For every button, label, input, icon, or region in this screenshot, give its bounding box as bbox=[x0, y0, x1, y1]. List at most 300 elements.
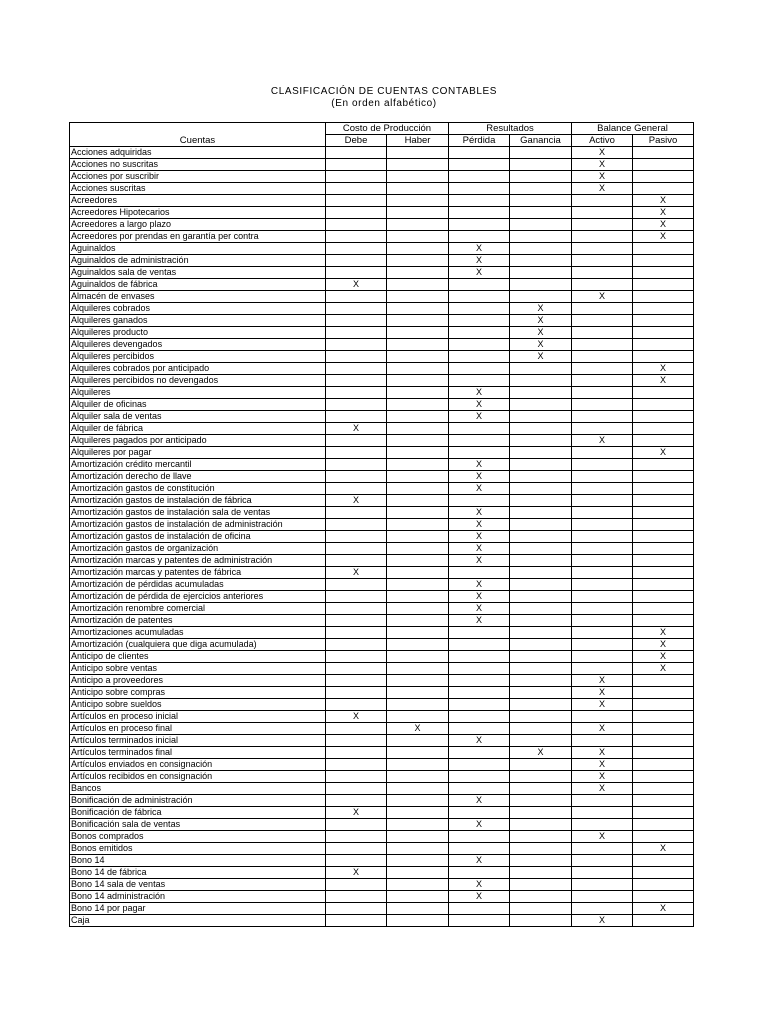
empty-cell bbox=[326, 507, 387, 519]
table-row bbox=[70, 615, 694, 627]
empty-cell bbox=[510, 699, 572, 711]
empty-cell bbox=[510, 807, 572, 819]
empty-cell bbox=[326, 663, 387, 675]
table-row bbox=[70, 795, 694, 807]
empty-cell bbox=[572, 207, 633, 219]
classification-mark: X bbox=[326, 495, 387, 507]
empty-cell bbox=[387, 339, 449, 351]
empty-cell bbox=[572, 807, 633, 819]
empty-cell bbox=[449, 339, 510, 351]
empty-cell bbox=[510, 159, 572, 171]
account-name: Bonificación de administración bbox=[70, 795, 326, 807]
empty-cell bbox=[510, 267, 572, 279]
empty-cell bbox=[510, 795, 572, 807]
empty-cell bbox=[326, 243, 387, 255]
account-name: Bonos emitidos bbox=[70, 843, 326, 855]
empty-cell bbox=[572, 219, 633, 231]
classification-mark: X bbox=[633, 627, 694, 639]
empty-cell bbox=[449, 867, 510, 879]
classification-mark: X bbox=[510, 315, 572, 327]
classification-mark: X bbox=[510, 327, 572, 339]
empty-cell bbox=[387, 303, 449, 315]
table-row bbox=[70, 315, 694, 327]
empty-cell bbox=[633, 807, 694, 819]
account-name: Amortización gastos de instalación de oficina bbox=[70, 531, 326, 543]
table-row bbox=[70, 411, 694, 423]
classification-mark: X bbox=[449, 483, 510, 495]
empty-cell bbox=[326, 771, 387, 783]
empty-cell bbox=[387, 411, 449, 423]
table-row bbox=[70, 735, 694, 747]
empty-cell bbox=[572, 591, 633, 603]
empty-cell bbox=[326, 855, 387, 867]
group-header-costo: Costo de Producción bbox=[326, 123, 449, 135]
empty-cell bbox=[326, 459, 387, 471]
classification-mark: X bbox=[633, 375, 694, 387]
account-name: Amortizaciones acumuladas bbox=[70, 627, 326, 639]
classification-mark: X bbox=[572, 171, 633, 183]
classification-mark: X bbox=[326, 711, 387, 723]
empty-cell bbox=[326, 399, 387, 411]
empty-cell bbox=[572, 399, 633, 411]
table-row bbox=[70, 579, 694, 591]
empty-cell bbox=[633, 783, 694, 795]
empty-cell bbox=[510, 483, 572, 495]
classification-mark: X bbox=[572, 291, 633, 303]
empty-cell bbox=[572, 243, 633, 255]
account-name: Acreedores por prendas en garantía per contra bbox=[70, 231, 326, 243]
empty-cell bbox=[510, 711, 572, 723]
table-row bbox=[70, 255, 694, 267]
empty-cell bbox=[633, 351, 694, 363]
empty-cell bbox=[510, 783, 572, 795]
empty-cell bbox=[387, 711, 449, 723]
empty-cell bbox=[326, 687, 387, 699]
empty-cell bbox=[572, 303, 633, 315]
table-row bbox=[70, 555, 694, 567]
empty-cell bbox=[572, 819, 633, 831]
empty-cell bbox=[510, 279, 572, 291]
empty-cell bbox=[387, 507, 449, 519]
empty-cell bbox=[326, 699, 387, 711]
empty-cell bbox=[387, 423, 449, 435]
table-row bbox=[70, 483, 694, 495]
account-name: Anticipo sobre compras bbox=[70, 687, 326, 699]
classification-mark: X bbox=[633, 651, 694, 663]
account-name: Amortización renombre comercial bbox=[70, 603, 326, 615]
empty-cell bbox=[387, 483, 449, 495]
account-name: Aguinaldos de fábrica bbox=[70, 279, 326, 291]
table-row bbox=[70, 519, 694, 531]
classification-mark: X bbox=[572, 159, 633, 171]
empty-cell bbox=[449, 171, 510, 183]
empty-cell bbox=[387, 591, 449, 603]
account-name: Amortización de pérdida de ejercicios anteriores bbox=[70, 591, 326, 603]
empty-cell bbox=[572, 567, 633, 579]
account-name: Amortización gastos de instalación de fábrica bbox=[70, 495, 326, 507]
empty-cell bbox=[510, 375, 572, 387]
table-row bbox=[70, 399, 694, 411]
table-row bbox=[70, 291, 694, 303]
empty-cell bbox=[449, 567, 510, 579]
empty-cell bbox=[510, 627, 572, 639]
empty-cell bbox=[387, 567, 449, 579]
empty-cell bbox=[326, 303, 387, 315]
empty-cell bbox=[387, 795, 449, 807]
table-row bbox=[70, 567, 694, 579]
empty-cell bbox=[449, 351, 510, 363]
empty-cell bbox=[326, 915, 387, 927]
classification-mark: X bbox=[449, 243, 510, 255]
empty-cell bbox=[633, 531, 694, 543]
empty-cell bbox=[387, 495, 449, 507]
classification-mark: X bbox=[449, 531, 510, 543]
empty-cell bbox=[572, 615, 633, 627]
empty-cell bbox=[387, 867, 449, 879]
account-name: Amortización marcas y patentes de administración bbox=[70, 555, 326, 567]
empty-cell bbox=[572, 903, 633, 915]
table-row bbox=[70, 603, 694, 615]
empty-cell bbox=[387, 579, 449, 591]
empty-cell bbox=[387, 651, 449, 663]
empty-cell bbox=[387, 639, 449, 651]
empty-cell bbox=[387, 615, 449, 627]
empty-cell bbox=[449, 363, 510, 375]
empty-cell bbox=[449, 699, 510, 711]
classification-mark: X bbox=[633, 207, 694, 219]
account-name: Alquiler sala de ventas bbox=[70, 411, 326, 423]
empty-cell bbox=[572, 363, 633, 375]
empty-cell bbox=[633, 591, 694, 603]
empty-cell bbox=[326, 195, 387, 207]
column-header-debe: Debe bbox=[326, 135, 387, 147]
empty-cell bbox=[572, 267, 633, 279]
account-name: Amortización crédito mercantil bbox=[70, 459, 326, 471]
empty-cell bbox=[326, 207, 387, 219]
table-row bbox=[70, 387, 694, 399]
table-row bbox=[70, 831, 694, 843]
empty-cell bbox=[510, 507, 572, 519]
empty-cell bbox=[633, 867, 694, 879]
classification-mark: X bbox=[449, 603, 510, 615]
table-row bbox=[70, 783, 694, 795]
empty-cell bbox=[572, 459, 633, 471]
table-row bbox=[70, 339, 694, 351]
account-name: Almacén de envases bbox=[70, 291, 326, 303]
table-row bbox=[70, 915, 694, 927]
classification-mark: X bbox=[326, 567, 387, 579]
column-header-haber: Haber bbox=[387, 135, 449, 147]
empty-cell bbox=[387, 387, 449, 399]
empty-cell bbox=[387, 819, 449, 831]
empty-cell bbox=[449, 195, 510, 207]
classification-mark: X bbox=[572, 759, 633, 771]
empty-cell bbox=[326, 639, 387, 651]
empty-cell bbox=[572, 339, 633, 351]
empty-cell bbox=[572, 543, 633, 555]
empty-cell bbox=[633, 915, 694, 927]
classification-mark: X bbox=[387, 723, 449, 735]
table-row bbox=[70, 243, 694, 255]
empty-cell bbox=[572, 663, 633, 675]
empty-cell bbox=[326, 531, 387, 543]
empty-cell bbox=[326, 819, 387, 831]
account-name: Alquiler de fábrica bbox=[70, 423, 326, 435]
empty-cell bbox=[633, 243, 694, 255]
empty-cell bbox=[387, 915, 449, 927]
column-header-ganancia: Ganancia bbox=[510, 135, 572, 147]
empty-cell bbox=[449, 159, 510, 171]
empty-cell bbox=[510, 411, 572, 423]
account-name: Alquileres producto bbox=[70, 327, 326, 339]
classification-mark: X bbox=[326, 279, 387, 291]
empty-cell bbox=[633, 519, 694, 531]
empty-cell bbox=[326, 183, 387, 195]
classification-mark: X bbox=[449, 579, 510, 591]
empty-cell bbox=[387, 555, 449, 567]
empty-cell bbox=[572, 735, 633, 747]
empty-cell bbox=[572, 711, 633, 723]
account-name: Alquiler de oficinas bbox=[70, 399, 326, 411]
table-row bbox=[70, 447, 694, 459]
table-row bbox=[70, 207, 694, 219]
empty-cell bbox=[326, 255, 387, 267]
empty-cell bbox=[510, 531, 572, 543]
empty-cell bbox=[326, 555, 387, 567]
empty-cell bbox=[510, 207, 572, 219]
empty-cell bbox=[633, 159, 694, 171]
empty-cell bbox=[449, 627, 510, 639]
empty-cell bbox=[387, 675, 449, 687]
empty-cell bbox=[449, 639, 510, 651]
empty-cell bbox=[633, 771, 694, 783]
empty-cell bbox=[510, 639, 572, 651]
empty-cell bbox=[572, 879, 633, 891]
empty-cell bbox=[633, 879, 694, 891]
empty-cell bbox=[510, 447, 572, 459]
classification-mark: X bbox=[633, 843, 694, 855]
empty-cell bbox=[449, 303, 510, 315]
empty-cell bbox=[510, 819, 572, 831]
empty-cell bbox=[449, 915, 510, 927]
empty-cell bbox=[633, 819, 694, 831]
classification-mark: X bbox=[572, 675, 633, 687]
column-header-activo: Activo bbox=[572, 135, 633, 147]
account-name: Alquileres percibidos no devengados bbox=[70, 375, 326, 387]
classification-mark: X bbox=[449, 387, 510, 399]
classification-mark: X bbox=[449, 855, 510, 867]
table-row bbox=[70, 867, 694, 879]
empty-cell bbox=[326, 759, 387, 771]
empty-cell bbox=[449, 831, 510, 843]
empty-cell bbox=[387, 699, 449, 711]
account-name: Alquileres ganados bbox=[70, 315, 326, 327]
table-row bbox=[70, 183, 694, 195]
empty-cell bbox=[572, 387, 633, 399]
account-name: Acciones por suscribir bbox=[70, 171, 326, 183]
table-row bbox=[70, 495, 694, 507]
empty-cell bbox=[510, 723, 572, 735]
empty-cell bbox=[572, 555, 633, 567]
empty-cell bbox=[510, 903, 572, 915]
empty-cell bbox=[449, 219, 510, 231]
table-row bbox=[70, 591, 694, 603]
empty-cell bbox=[510, 555, 572, 567]
classification-mark: X bbox=[449, 267, 510, 279]
empty-cell bbox=[510, 543, 572, 555]
empty-cell bbox=[326, 831, 387, 843]
empty-cell bbox=[572, 483, 633, 495]
empty-cell bbox=[572, 231, 633, 243]
empty-cell bbox=[326, 375, 387, 387]
empty-cell bbox=[633, 735, 694, 747]
empty-cell bbox=[387, 435, 449, 447]
empty-cell bbox=[633, 759, 694, 771]
table-row bbox=[70, 375, 694, 387]
empty-cell bbox=[449, 291, 510, 303]
empty-cell bbox=[387, 831, 449, 843]
empty-cell bbox=[633, 399, 694, 411]
empty-cell bbox=[510, 771, 572, 783]
table-row bbox=[70, 231, 694, 243]
empty-cell bbox=[633, 255, 694, 267]
account-name: Bonificación de fábrica bbox=[70, 807, 326, 819]
empty-cell bbox=[387, 147, 449, 159]
table-row bbox=[70, 219, 694, 231]
table-row bbox=[70, 159, 694, 171]
classification-mark: X bbox=[572, 747, 633, 759]
table-row bbox=[70, 687, 694, 699]
empty-cell bbox=[633, 387, 694, 399]
empty-cell bbox=[387, 663, 449, 675]
account-name: Alquileres cobrados bbox=[70, 303, 326, 315]
empty-cell bbox=[449, 903, 510, 915]
empty-cell bbox=[326, 219, 387, 231]
empty-cell bbox=[510, 387, 572, 399]
account-name: Bono 14 bbox=[70, 855, 326, 867]
empty-cell bbox=[633, 183, 694, 195]
empty-cell bbox=[449, 711, 510, 723]
table-row bbox=[70, 267, 694, 279]
empty-cell bbox=[449, 783, 510, 795]
empty-cell bbox=[572, 603, 633, 615]
classification-mark: X bbox=[449, 543, 510, 555]
empty-cell bbox=[510, 603, 572, 615]
empty-cell bbox=[510, 495, 572, 507]
document-title: CLASIFICACIÓN DE CUENTAS CONTABLES bbox=[270, 86, 498, 97]
empty-cell bbox=[633, 267, 694, 279]
table-row bbox=[70, 711, 694, 723]
empty-cell bbox=[633, 747, 694, 759]
empty-cell bbox=[633, 339, 694, 351]
empty-cell bbox=[633, 543, 694, 555]
empty-cell bbox=[510, 219, 572, 231]
table-row bbox=[70, 327, 694, 339]
empty-cell bbox=[633, 831, 694, 843]
empty-cell bbox=[510, 759, 572, 771]
classification-mark: X bbox=[449, 459, 510, 471]
empty-cell bbox=[326, 903, 387, 915]
empty-cell bbox=[387, 375, 449, 387]
table-row bbox=[70, 663, 694, 675]
empty-cell bbox=[510, 843, 572, 855]
empty-cell bbox=[387, 171, 449, 183]
table-row bbox=[70, 195, 694, 207]
empty-cell bbox=[449, 279, 510, 291]
classification-mark: X bbox=[449, 735, 510, 747]
empty-cell bbox=[510, 435, 572, 447]
table-row bbox=[70, 675, 694, 687]
table-row bbox=[70, 747, 694, 759]
empty-cell bbox=[326, 363, 387, 375]
classification-mark: X bbox=[572, 771, 633, 783]
empty-cell bbox=[449, 495, 510, 507]
empty-cell bbox=[510, 231, 572, 243]
empty-cell bbox=[510, 519, 572, 531]
empty-cell bbox=[326, 891, 387, 903]
account-name: Aguinaldos sala de ventas bbox=[70, 267, 326, 279]
empty-cell bbox=[510, 687, 572, 699]
empty-cell bbox=[387, 519, 449, 531]
empty-cell bbox=[633, 411, 694, 423]
empty-cell bbox=[510, 291, 572, 303]
empty-cell bbox=[449, 315, 510, 327]
classification-mark: X bbox=[572, 699, 633, 711]
classification-mark: X bbox=[572, 831, 633, 843]
classification-mark: X bbox=[633, 231, 694, 243]
empty-cell bbox=[510, 855, 572, 867]
empty-cell bbox=[387, 687, 449, 699]
empty-cell bbox=[326, 795, 387, 807]
account-name: Alquileres percibidos bbox=[70, 351, 326, 363]
empty-cell bbox=[572, 255, 633, 267]
empty-cell bbox=[572, 195, 633, 207]
empty-cell bbox=[449, 687, 510, 699]
empty-cell bbox=[387, 255, 449, 267]
account-name: Artículos terminados inicial bbox=[70, 735, 326, 747]
account-name: Aguinaldos bbox=[70, 243, 326, 255]
empty-cell bbox=[326, 723, 387, 735]
empty-cell bbox=[572, 627, 633, 639]
empty-cell bbox=[387, 459, 449, 471]
classification-mark: X bbox=[510, 303, 572, 315]
empty-cell bbox=[387, 747, 449, 759]
classification-mark: X bbox=[572, 723, 633, 735]
account-name: Alquileres devengados bbox=[70, 339, 326, 351]
classification-mark: X bbox=[633, 663, 694, 675]
empty-cell bbox=[572, 651, 633, 663]
empty-cell bbox=[449, 231, 510, 243]
classification-mark: X bbox=[326, 807, 387, 819]
column-header-pasivo: Pasivo bbox=[633, 135, 694, 147]
empty-cell bbox=[449, 663, 510, 675]
account-name: Caja bbox=[70, 915, 326, 927]
empty-cell bbox=[633, 495, 694, 507]
account-name: Alquileres por pagar bbox=[70, 447, 326, 459]
table-row bbox=[70, 531, 694, 543]
empty-cell bbox=[633, 147, 694, 159]
empty-cell bbox=[326, 651, 387, 663]
empty-cell bbox=[326, 603, 387, 615]
table-row bbox=[70, 147, 694, 159]
empty-cell bbox=[633, 471, 694, 483]
empty-cell bbox=[572, 327, 633, 339]
account-name: Bono 14 de fábrica bbox=[70, 867, 326, 879]
empty-cell bbox=[387, 363, 449, 375]
empty-cell bbox=[633, 567, 694, 579]
empty-cell bbox=[510, 195, 572, 207]
empty-cell bbox=[572, 855, 633, 867]
